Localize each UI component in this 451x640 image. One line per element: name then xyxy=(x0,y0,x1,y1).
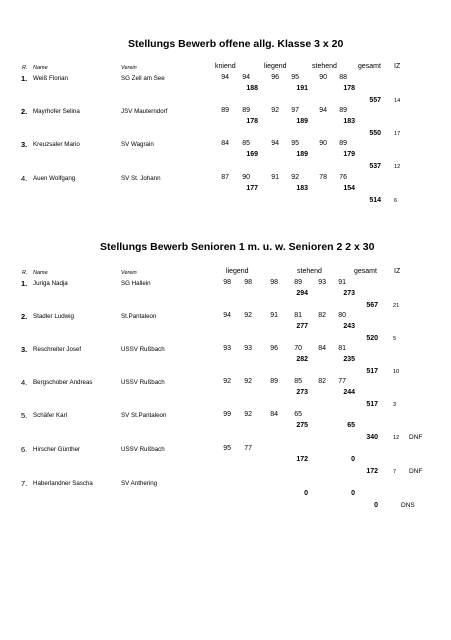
position-subtotal: 0 xyxy=(351,456,355,463)
series-score: 91 xyxy=(271,174,279,181)
iz-header: IZ xyxy=(394,268,401,275)
series-score: 98 xyxy=(223,279,231,286)
total-score: 517 xyxy=(366,401,378,408)
rank-cell: 2. xyxy=(21,107,28,116)
rank-cell: 3. xyxy=(21,140,28,149)
rank-cell: 1. xyxy=(21,74,28,83)
status-note: DNF xyxy=(409,434,423,441)
series-score: 90 xyxy=(242,174,250,181)
name-header: Name xyxy=(33,65,48,71)
total-score: 172 xyxy=(366,468,378,475)
series-score: 92 xyxy=(291,174,299,181)
series-score: 92 xyxy=(244,312,252,319)
series-score: 93 xyxy=(244,345,252,352)
series-score: 88 xyxy=(339,74,347,81)
rank-cell: 4. xyxy=(21,378,28,387)
position-subtotal: 169 xyxy=(246,151,258,158)
total-score: 567 xyxy=(366,302,378,309)
position-subtotal: 189 xyxy=(296,151,308,158)
series-score: 92 xyxy=(244,378,252,385)
series-score: 95 xyxy=(291,140,299,147)
series-score: 85 xyxy=(242,140,250,147)
position-header-1: liegend xyxy=(226,268,249,275)
series-score: 94 xyxy=(271,140,279,147)
position-subtotal: 178 xyxy=(343,85,355,92)
series-score: 78 xyxy=(319,174,327,181)
position-subtotal: 188 xyxy=(246,85,258,92)
position-header-2: stehend xyxy=(297,268,322,275)
club-name: St.Pantaleon xyxy=(121,313,157,320)
position-header-3: stehend xyxy=(312,63,337,70)
series-score: 89 xyxy=(294,279,302,286)
position-subtotal: 172 xyxy=(296,456,308,463)
series-score: 77 xyxy=(244,445,252,452)
club-name: USSV Rußbach xyxy=(121,346,165,353)
rank-header: R. xyxy=(22,65,28,71)
total-score: 517 xyxy=(366,368,378,375)
series-score: 77 xyxy=(338,378,346,385)
inner-ten-count: 7 xyxy=(393,469,397,475)
club-header: Verein xyxy=(121,270,137,276)
position-subtotal: 273 xyxy=(296,389,308,396)
series-score: 84 xyxy=(318,345,326,352)
club-header: Verein xyxy=(121,65,137,71)
club-name: USSV Rußbach xyxy=(121,379,165,386)
name-header: Name xyxy=(33,270,48,276)
series-score: 70 xyxy=(294,345,302,352)
shooter-name: Hirscher Günther xyxy=(33,446,81,453)
position-subtotal: 189 xyxy=(296,118,308,125)
position-subtotal: 179 xyxy=(343,151,355,158)
inner-ten-count: 21 xyxy=(393,303,400,309)
rank-cell: 2. xyxy=(21,312,28,321)
series-score: 84 xyxy=(221,140,229,147)
series-score: 84 xyxy=(270,411,278,418)
series-score: 92 xyxy=(223,378,231,385)
inner-ten-count: 10 xyxy=(393,369,400,375)
position-subtotal: 178 xyxy=(246,118,258,125)
position-subtotal: 183 xyxy=(343,118,355,125)
series-score: 89 xyxy=(221,107,229,114)
position-subtotal: 154 xyxy=(343,185,355,192)
rank-cell: 1. xyxy=(21,279,28,288)
club-name: SV Anthering xyxy=(121,480,158,487)
rank-cell: 4. xyxy=(21,174,28,183)
series-score: 92 xyxy=(244,411,252,418)
position-subtotal: 191 xyxy=(296,85,308,92)
series-score: 89 xyxy=(242,107,250,114)
total-score: 0 xyxy=(374,502,378,509)
series-score: 82 xyxy=(318,378,326,385)
series-score: 92 xyxy=(271,107,279,114)
series-score: 89 xyxy=(339,140,347,147)
shooter-name: Juriga Nadja xyxy=(33,280,68,287)
position-subtotal: 235 xyxy=(343,356,355,363)
position-subtotal: 0 xyxy=(351,490,355,497)
series-score: 89 xyxy=(270,378,278,385)
series-score: 97 xyxy=(291,107,299,114)
total-header: gesamt xyxy=(358,63,381,70)
series-score: 91 xyxy=(338,279,346,286)
series-score: 93 xyxy=(318,279,326,286)
total-score: 537 xyxy=(369,163,381,170)
position-subtotal: 294 xyxy=(296,290,308,297)
status-note: DNS xyxy=(401,502,415,509)
rank-cell: 7. xyxy=(21,479,28,488)
position-subtotal: 277 xyxy=(296,323,308,330)
club-name: USSV Rußbach xyxy=(121,446,165,453)
total-score: 550 xyxy=(369,130,381,137)
series-score: 99 xyxy=(223,411,231,418)
series-score: 96 xyxy=(270,345,278,352)
position-subtotal: 282 xyxy=(296,356,308,363)
total-score: 557 xyxy=(369,97,381,104)
position-subtotal: 183 xyxy=(296,185,308,192)
section-1-title: Stellungs Bewerb offene allg. Klasse 3 x 20 xyxy=(128,38,344,50)
position-subtotal: 244 xyxy=(343,389,355,396)
rank-header: R. xyxy=(22,270,28,276)
series-score: 94 xyxy=(221,74,229,81)
shooter-name: Weiß Florian xyxy=(33,75,68,82)
position-subtotal: 275 xyxy=(296,422,308,429)
position-subtotal: 243 xyxy=(343,323,355,330)
shooter-name: Reschreiter Josef xyxy=(33,346,82,353)
shooter-name: Stadler Ludwig xyxy=(33,313,74,320)
club-name: SV Wagrain xyxy=(121,141,154,148)
series-score: 76 xyxy=(339,174,347,181)
club-name: SG Hallein xyxy=(121,280,151,287)
series-score: 81 xyxy=(338,345,346,352)
total-score: 520 xyxy=(366,335,378,342)
series-score: 80 xyxy=(338,312,346,319)
series-score: 87 xyxy=(221,174,229,181)
series-score: 82 xyxy=(318,312,326,319)
inner-ten-count: 12 xyxy=(393,435,400,441)
position-subtotal: 0 xyxy=(304,490,308,497)
series-score: 96 xyxy=(271,74,279,81)
club-name: JSV Mauterndorf xyxy=(121,108,168,115)
status-note: DNF xyxy=(409,468,423,475)
series-score: 85 xyxy=(294,378,302,385)
inner-ten-count: 5 xyxy=(393,336,397,342)
position-subtotal: 177 xyxy=(246,185,258,192)
shooter-name: Bergschober Andreas xyxy=(33,379,93,386)
club-name: SG Zell am See xyxy=(121,75,165,82)
total-score: 514 xyxy=(369,197,381,204)
section-2-title: Stellungs Bewerb Senioren 1 m. u. w. Senioren 2 2 x 30 xyxy=(100,241,375,253)
inner-ten-count: 17 xyxy=(394,131,401,137)
rank-cell: 3. xyxy=(21,345,28,354)
series-score: 93 xyxy=(223,345,231,352)
shooter-name: Schäfer Karl xyxy=(33,412,68,419)
inner-ten-count: 14 xyxy=(394,98,401,104)
iz-header: IZ xyxy=(394,63,401,70)
series-score: 94 xyxy=(242,74,250,81)
position-subtotal: 273 xyxy=(343,290,355,297)
series-score: 90 xyxy=(319,74,327,81)
club-name: SV St.Pantaleon xyxy=(121,412,167,419)
series-score: 94 xyxy=(319,107,327,114)
series-score: 98 xyxy=(244,279,252,286)
position-header-1: kniend xyxy=(215,63,236,70)
total-score: 340 xyxy=(366,434,378,441)
inner-ten-count: 3 xyxy=(393,402,397,408)
inner-ten-count: 12 xyxy=(394,164,401,170)
series-score: 65 xyxy=(294,411,302,418)
series-score: 90 xyxy=(319,140,327,147)
rank-cell: 6. xyxy=(21,445,28,454)
series-score: 95 xyxy=(223,445,231,452)
series-score: 89 xyxy=(339,107,347,114)
series-score: 91 xyxy=(270,312,278,319)
total-header: gesamt xyxy=(354,268,377,275)
club-name: SV St. Johann xyxy=(121,175,161,182)
rank-cell: 5. xyxy=(21,411,28,420)
inner-ten-count: 6 xyxy=(394,198,398,204)
position-subtotal: 65 xyxy=(347,422,355,429)
shooter-name: Auen Wolfgang xyxy=(33,175,76,182)
series-score: 95 xyxy=(291,74,299,81)
series-score: 94 xyxy=(223,312,231,319)
series-score: 98 xyxy=(270,279,278,286)
shooter-name: Kreuzsaler Mario xyxy=(33,141,80,148)
shooter-name: Haberlandner Sascha xyxy=(33,480,93,487)
position-header-2: liegend xyxy=(264,63,287,70)
shooter-name: Mayrhofer Selina xyxy=(33,108,80,115)
series-score: 81 xyxy=(294,312,302,319)
